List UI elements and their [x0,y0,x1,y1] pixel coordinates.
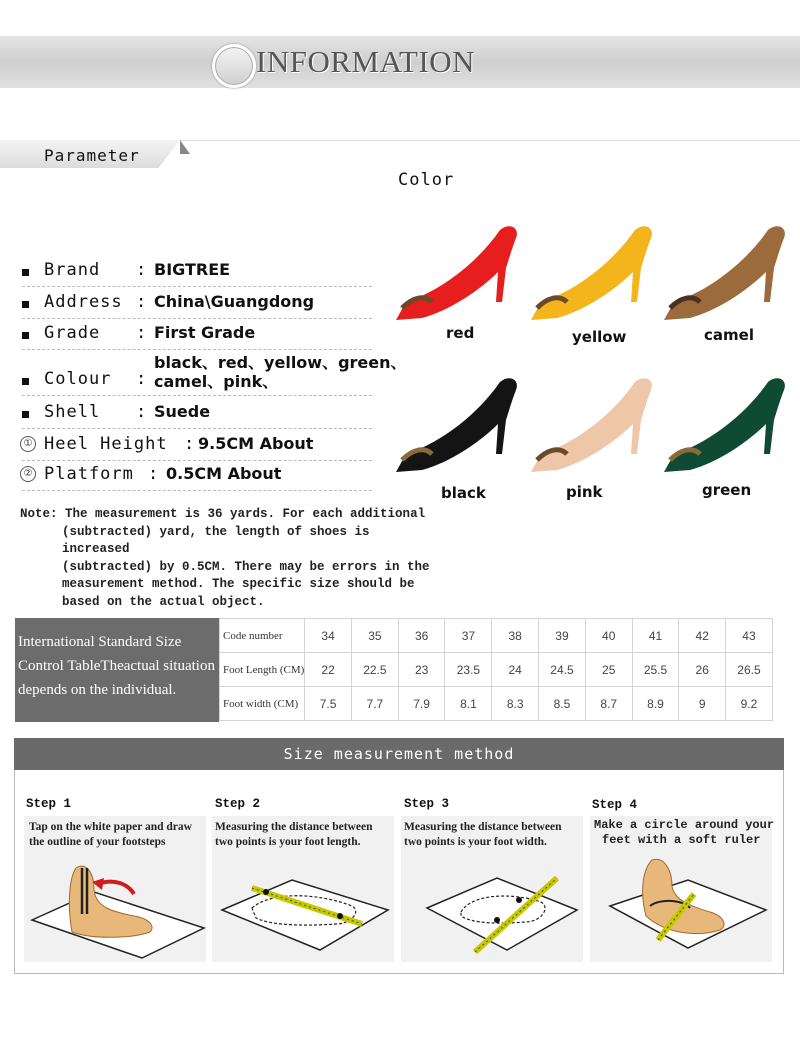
table-cell: 24 [492,653,539,687]
spec-value: BIGTREE [154,260,231,279]
table-cell: 9.2 [725,687,772,721]
measurement-title: Size measurement method [283,745,515,763]
step-2-label: Step 2 [215,797,261,811]
shoe-label: pink [566,483,603,501]
step-text-line: the outline of your footsteps [29,836,166,848]
table-row [220,653,773,687]
note-line: Note: The measurement is 36 yards. For each additional [20,507,426,521]
step-1-label: Step 1 [26,797,72,811]
table-cell: 8.7 [585,687,632,721]
step-2-illustration [212,850,394,960]
note-line: (subtracted) yard, the length of shoes is increased [62,524,370,556]
table-cell: 25 [585,653,632,687]
step-3-text [404,820,561,850]
spec-row-shell [22,402,372,429]
spec-row-colour [22,369,372,396]
spec-label: Heel Height [44,434,168,454]
spec-colon: : [136,369,147,389]
table-cell: 22.5 [351,653,398,687]
table-cell: 9 [679,687,725,721]
bullet-icon [22,332,29,339]
step-4-text [594,818,774,848]
table-row [220,687,773,721]
intro-line: depends on the individual. [18,682,177,698]
size-chart-intro [15,618,219,722]
spec-row-grade [22,323,372,350]
spec-value: 9.5CM About [198,434,314,453]
step-1-illustration [24,850,206,960]
circled-number-icon: ② [20,466,36,482]
shoe-image-black [392,370,522,480]
step-text-line: Make a circle around your [594,818,775,832]
step-text-line: Measuring the distance between [404,821,562,833]
step-text-line: feet with a soft ruler [602,833,761,847]
color-title: Color [398,170,455,190]
step-3-label: Step 3 [404,797,450,811]
circled-number-icon: ① [20,436,36,452]
spec-row-address [22,292,372,319]
bullet-icon [22,411,29,418]
shoe-image-pink [527,370,657,480]
spec-row-brand [22,260,372,287]
table-cell: 26 [679,653,725,687]
table-cell: 8.3 [492,687,539,721]
shoe-label: black [441,484,486,502]
shoe-label: camel [704,326,754,344]
spec-colon: : [136,292,147,312]
table-cell: 26.5 [725,653,772,687]
step-text-line: Measuring the distance between [215,821,373,833]
spec-row-platform [22,464,372,491]
step-text-line: Tap on the white paper and draw [29,821,192,833]
table-cell: 7.7 [351,687,398,721]
note-line: (subtracted) by 0.5CM. There may be errors in the [62,559,430,574]
row-header: Foot width (CM) [220,687,305,721]
spec-label: Platform [44,464,134,484]
note-line: measurement method. The specific size should be [62,577,415,591]
table-cell: 34 [305,619,352,653]
table-cell: 8.5 [539,687,586,721]
note-line: based on the actual object. [62,594,265,609]
spec-colon: : [136,260,147,280]
spec-value: Suede [154,402,211,421]
spec-row-heel-height [22,434,372,461]
table-cell: 43 [725,619,772,653]
shoe-image-yellow [527,218,657,328]
table-cell: 40 [585,619,632,653]
spec-label: Grade [44,323,101,343]
table-cell: 22 [305,653,352,687]
spec-label: Shell [44,402,101,422]
table-cell: 7.5 [305,687,352,721]
step-3-illustration [401,850,583,960]
tab-fold [180,140,190,154]
row-header: Code number [220,619,305,653]
page-title: INFORMATION [256,44,476,79]
table-cell: 8.1 [445,687,492,721]
spec-colon: : [136,323,147,343]
bullet-icon [22,269,29,276]
table-cell: 23 [398,653,445,687]
table-cell: 25.5 [632,653,679,687]
table-cell: 8.9 [632,687,679,721]
size-table [219,618,773,721]
colour-value-line2: camel、pink、 [154,372,279,391]
size-chart [15,618,773,722]
spec-label: Address [44,292,123,312]
spec-colon: : [184,434,195,454]
step-4-label: Step 4 [592,798,638,812]
spec-label: Brand [44,260,101,280]
table-cell: 35 [351,619,398,653]
shoe-image-camel [660,218,790,328]
table-row [220,619,773,653]
shoe-label: yellow [572,328,627,346]
step-4-illustration [590,850,772,960]
table-cell: 24.5 [539,653,586,687]
table-cell: 36 [398,619,445,653]
table-cell: 41 [632,619,679,653]
shoe-image-red [392,218,522,328]
spec-value: China\Guangdong [154,292,315,311]
table-cell: 39 [539,619,586,653]
intro-line: Control TableTheactual situation [18,658,215,674]
spec-label: Colour [44,369,112,389]
intro-line: International Standard Size [18,634,182,650]
parameter-label: Parameter [44,146,140,165]
bullet-icon [22,301,29,308]
step-text-line: two points is your foot width. [404,836,547,848]
spec-value: 0.5CM About [166,464,282,483]
shoe-label: green [702,481,752,499]
step-text-line: two points is your foot length. [215,836,361,848]
table-cell: 42 [679,619,725,653]
table-cell: 38 [492,619,539,653]
spec-colon: : [148,464,159,484]
colour-value-line1: black、red、yellow、green、 [154,353,407,372]
bullet-icon [22,378,29,385]
table-cell: 23.5 [445,653,492,687]
step-1-text [29,820,192,850]
row-header: Foot Length (CM) [220,653,305,687]
table-cell: 37 [445,619,492,653]
shoe-label: red [446,324,475,342]
shoe-image-green [660,370,790,480]
circle-icon [212,44,256,88]
table-cell: 7.9 [398,687,445,721]
spec-colon: : [136,402,147,422]
spec-value: First Grade [154,323,256,342]
measurement-note [20,506,440,611]
step-2-text [215,820,372,850]
